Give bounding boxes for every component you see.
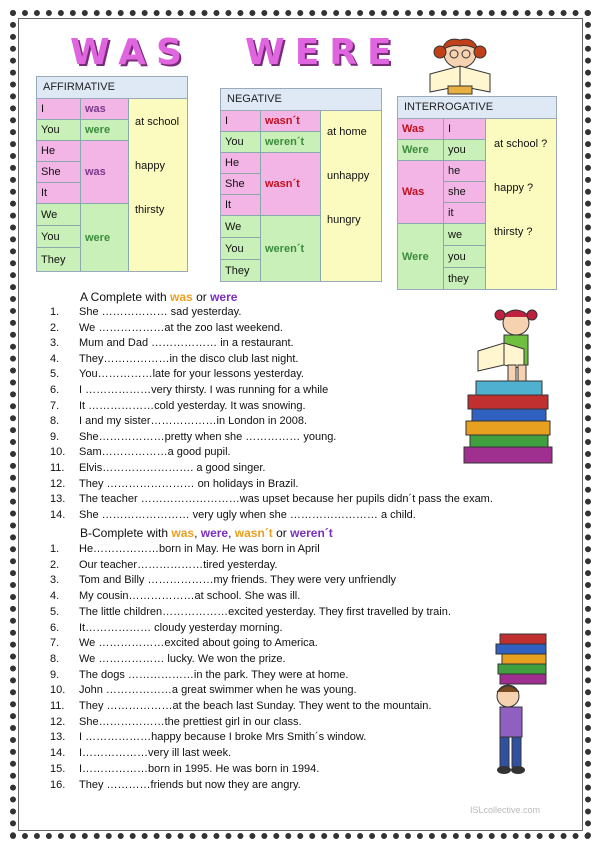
section-b-item-text: She………………the prettiest girl in our class. xyxy=(79,715,302,728)
section-b-item-number: 12. xyxy=(50,715,66,728)
girl-reading-illustration xyxy=(420,36,500,96)
neg-subject-we: We xyxy=(221,216,261,238)
aff-subject-you: You xyxy=(37,120,81,141)
section-b-item-15 xyxy=(50,762,319,777)
aff-subject-she: She xyxy=(37,162,81,183)
section-b-item-11 xyxy=(50,699,431,714)
section-b-item-text: It……………… cloudy yesterday morning. xyxy=(79,621,283,634)
watermark: ISLcollective.com xyxy=(470,805,541,815)
aff-subject-i: I xyxy=(37,99,81,120)
section-a-prefix: A Complete with xyxy=(80,290,171,304)
section-a-item-text: Elvis……………………. a good singer. xyxy=(79,462,266,474)
aff-verb-plural: were xyxy=(81,204,129,271)
section-b-item-number: 16. xyxy=(50,778,66,791)
aff-complement-2: happy xyxy=(135,160,165,172)
section-a-item-text: Mum and Dad ……………… in a restaurant. xyxy=(79,337,294,350)
section-b-item-13 xyxy=(50,730,366,745)
section-a-item-number: 9. xyxy=(50,430,60,443)
section-a-item-6 xyxy=(50,383,328,398)
section-b-kw-was: was xyxy=(171,526,195,540)
section-b-item-number: 9. xyxy=(50,668,60,681)
aff-subject-they: They xyxy=(37,248,81,271)
section-a-item-9 xyxy=(50,430,336,445)
int-subject-we: we xyxy=(444,224,486,246)
neg-subject-it: It xyxy=(221,195,261,216)
int-verb-hesheit: Was xyxy=(398,161,444,224)
interrogative-table xyxy=(397,96,557,290)
neg-subject-you: You xyxy=(221,132,261,153)
section-a-item-4 xyxy=(50,352,298,367)
section-b-item-number: 10. xyxy=(50,684,66,697)
section-b-item-number: 15. xyxy=(50,762,66,775)
section-a-item-number: 7. xyxy=(50,399,60,412)
neg-complement-1: at home xyxy=(327,126,367,138)
int-verb-i: Was xyxy=(398,119,444,140)
section-b-item-16 xyxy=(50,778,301,793)
section-b-item-text: I ………………happy because I broke Mrs Smith´s window. xyxy=(79,731,367,744)
section-b-item-text: They ………………at the beach last Sunday. They went to the mountain. xyxy=(79,700,432,712)
section-a-item-number: 11. xyxy=(50,462,65,474)
section-a-item-number: 10. xyxy=(50,446,66,459)
section-b-item-number: 1. xyxy=(50,543,60,555)
section-a-item-number: 4. xyxy=(50,352,60,365)
section-b-item-number: 4. xyxy=(50,590,60,603)
section-b-mid: or xyxy=(272,526,291,540)
section-a-item-11 xyxy=(50,461,265,476)
neg-subject-she: She xyxy=(221,174,261,195)
aff-verb-you: were xyxy=(81,120,129,141)
neg-subject-he: He xyxy=(221,153,261,174)
section-b-item-number: 7. xyxy=(50,637,60,650)
section-a-item-number: 5. xyxy=(50,368,60,381)
section-b-item-number: 3. xyxy=(50,574,60,587)
section-a-item-3 xyxy=(50,336,294,351)
section-a-title xyxy=(80,290,237,304)
section-b-item-3 xyxy=(50,573,396,588)
int-subject-she: she xyxy=(444,182,486,203)
section-b-item-number: 11. xyxy=(50,700,65,712)
section-b-item-number: 2. xyxy=(50,558,60,571)
neg-verb-plural: weren´t xyxy=(261,216,321,281)
boy-carrying-books-illustration xyxy=(478,630,558,780)
int-subject-they: they xyxy=(444,268,486,289)
section-b-item-5 xyxy=(50,605,451,620)
neg-complement-2: unhappy xyxy=(327,170,370,182)
int-complement-2: happy ? xyxy=(494,182,534,194)
section-b-kw-were: were xyxy=(200,526,229,540)
section-b-item-text: We ……………… lucky. We won the prize. xyxy=(79,652,286,665)
section-a-item-2 xyxy=(50,321,283,336)
section-a-item-text: She …………………… very ugly when she …………………… a child. xyxy=(79,508,416,521)
section-a-item-7 xyxy=(50,399,306,414)
affirmative-table xyxy=(36,76,188,272)
neg-subject-you-plural: You xyxy=(221,238,261,260)
int-verb-plural: Were xyxy=(398,224,444,289)
section-a-item-number: 3. xyxy=(50,337,60,350)
aff-subject-we: We xyxy=(37,204,81,226)
int-subject-you: you xyxy=(444,140,486,161)
section-b-item-text: I………………very ill last week. xyxy=(79,747,232,760)
title-were: WERE xyxy=(245,31,402,73)
neg-subject-they: They xyxy=(221,260,261,281)
section-b-prefix: B-Complete with xyxy=(80,526,172,540)
girl-on-books-illustration xyxy=(458,295,558,475)
page-title xyxy=(60,30,400,74)
section-a-item-text: They …………………… on holidays in Brazil. xyxy=(79,477,299,490)
int-complement-1: at school ? xyxy=(494,138,548,150)
section-a-item-1 xyxy=(50,305,241,320)
int-subject-you-plural: you xyxy=(444,246,486,268)
aff-complement-1: at school xyxy=(135,116,180,128)
section-b-item-text: My cousin………………at school. She was ill. xyxy=(79,590,301,603)
section-b-item-number: 14. xyxy=(50,747,66,760)
int-subject-it: it xyxy=(444,203,486,224)
aff-verb-i: was xyxy=(81,99,129,120)
section-b-item-number: 5. xyxy=(50,605,60,618)
section-a-item-text: You……………late for your lessons yesterday. xyxy=(79,368,304,381)
negative-table xyxy=(220,88,382,282)
section-b-item-2 xyxy=(50,558,277,573)
aff-complement-3: thirsty xyxy=(135,204,165,216)
neg-subject-i: I xyxy=(221,111,261,132)
section-a-item-14 xyxy=(50,508,416,523)
aff-verb-hesheit: was xyxy=(81,141,129,204)
section-a-item-number: 13. xyxy=(50,493,66,506)
neg-verb-you: weren´t xyxy=(261,132,321,153)
section-b-item-8 xyxy=(50,652,286,667)
section-a-item-number: 12. xyxy=(50,477,66,490)
neg-verb-i: wasn´t xyxy=(261,111,321,132)
section-b-item-text: Tom and Billy ………………my friends. They were very unfriendly xyxy=(79,574,397,587)
section-b-sep1: , xyxy=(194,526,201,540)
int-verb-you: Were xyxy=(398,140,444,161)
section-a-item-number: 6. xyxy=(50,384,60,396)
section-a-item-text: We ………………at the zoo last weekend. xyxy=(79,321,283,334)
section-b-kw-werent: weren´t xyxy=(290,526,333,540)
section-b-item-10 xyxy=(50,683,357,698)
int-subject-i: I xyxy=(444,119,486,140)
section-a-kw-were: were xyxy=(210,290,238,304)
section-b-sep2: , xyxy=(228,526,235,540)
neg-complement-3: hungry xyxy=(327,214,361,226)
negative-header: NEGATIVE xyxy=(221,89,381,111)
section-a-item-10 xyxy=(50,445,231,460)
section-b-item-6 xyxy=(50,621,283,636)
section-b-item-9 xyxy=(50,668,348,683)
section-a-item-number: 2. xyxy=(50,321,60,334)
section-a-item-5 xyxy=(50,367,304,382)
section-b-title xyxy=(80,526,333,540)
section-a-item-text: Sam………………a good pupil. xyxy=(79,446,231,459)
section-b-item-7 xyxy=(50,636,318,651)
neg-verb-hesheit: wasn´t xyxy=(261,153,321,216)
section-b-item-number: 13. xyxy=(50,731,66,744)
section-b-item-number: 6. xyxy=(50,621,60,634)
section-a-item-text: She………………pretty when she …………… young. xyxy=(79,430,337,443)
section-b-item-12 xyxy=(50,715,302,730)
section-a-mid: or xyxy=(192,290,211,304)
aff-subject-it: It xyxy=(37,183,81,204)
section-b-item-number: 8. xyxy=(50,652,60,665)
section-b-item-4 xyxy=(50,589,300,604)
section-a-item-text: It ………………cold yesterday. It was snowing. xyxy=(79,399,306,412)
int-subject-he: he xyxy=(444,161,486,182)
section-b-item-text: Our teacher………………tired yesterday. xyxy=(79,558,278,571)
section-a-kw-was: was xyxy=(170,290,193,304)
aff-subject-you-plural: You xyxy=(37,226,81,248)
title-was: WAS xyxy=(70,31,192,73)
section-b-item-text: John ………………a great swimmer when he was young. xyxy=(79,684,357,697)
section-b-item-text: The dogs ………………in the park. They were at home. xyxy=(79,668,349,681)
section-a-item-text: They………………in the disco club last night. xyxy=(79,352,299,365)
section-b-item-text: They …………friends but now they are angry. xyxy=(79,778,301,791)
section-b-item-text: I………………born in 1995. He was born in 1994. xyxy=(79,762,320,775)
interrogative-header: INTERROGATIVE xyxy=(398,97,556,119)
section-b-item-14 xyxy=(50,746,231,761)
section-b-item-text: The little children………………excited yesterday. They first travelled by train. xyxy=(79,605,451,618)
section-b-item-text: He………………born in May. He was born in April xyxy=(79,543,320,555)
section-b-item-text: We ………………excited about going to America. xyxy=(79,637,318,650)
section-b-item-1 xyxy=(50,542,320,557)
section-a-item-number: 14. xyxy=(50,508,66,521)
section-a-item-number: 8. xyxy=(50,415,60,428)
section-a-item-text: I ………………very thirsty. I was running for a while xyxy=(79,384,329,396)
section-a-item-12 xyxy=(50,477,298,492)
section-a-item-text: She ……………… sad yesterday. xyxy=(79,306,242,318)
section-a-item-13 xyxy=(50,492,493,507)
affirmative-header: AFFIRMATIVE xyxy=(37,77,187,99)
section-a-item-number: 1. xyxy=(50,306,60,318)
section-a-item-text: I and my sister………………in London in 2008. xyxy=(79,415,308,428)
int-complement-3: thirsty ? xyxy=(494,226,533,238)
section-b-kw-wasnt: wasn´t xyxy=(234,526,273,540)
section-a-item-text: The teacher ………………………was upset because her pupils didn´t pass the exam. xyxy=(79,493,493,506)
section-a-item-8 xyxy=(50,414,307,429)
aff-subject-he: He xyxy=(37,141,81,162)
